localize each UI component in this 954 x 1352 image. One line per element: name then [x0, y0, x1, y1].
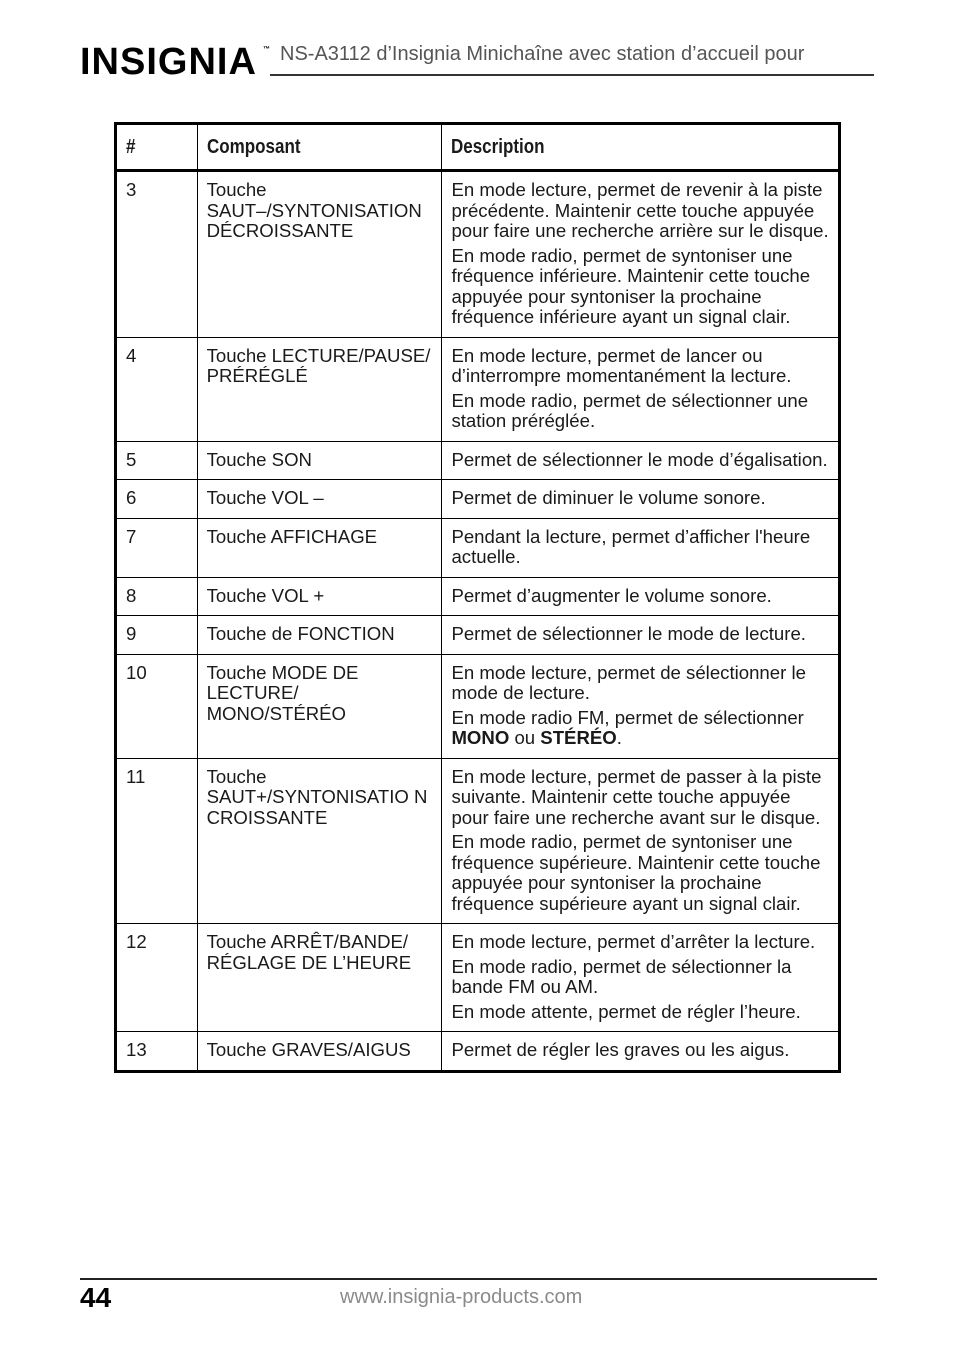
row-number: 6	[116, 480, 198, 519]
row-component: Touche VOL –	[197, 480, 442, 519]
row-number: 5	[116, 441, 198, 480]
row-number: 12	[116, 924, 198, 1032]
description-paragraph: En mode radio, permet de syntoniser une fréquence supérieure. Maintenir cette touche appuyée pour syntoniser la prochaine fréquence supérieure ayant un signal clair.	[451, 831, 821, 914]
row-description	[442, 616, 840, 655]
row-description	[442, 441, 840, 480]
row-number: 13	[116, 1032, 198, 1072]
footer-rule	[80, 1278, 877, 1280]
row-number: 8	[116, 577, 198, 616]
description-paragraph: En mode lecture, permet de lancer ou d’interrompre momentanément la lecture.	[451, 344, 792, 386]
page-number: 44	[80, 1282, 112, 1313]
footer-url: www.insignia-products.com	[340, 1286, 583, 1308]
description-paragraph: En mode lecture, permet de revenir à la piste précédente. Maintenir cette touche appuyée pour faire une recherche arrière sur le disque.	[451, 179, 829, 241]
description-paragraph: Pendant la lecture, permet d’afficher l'heure actuelle.	[451, 525, 811, 567]
mono-label: MONO	[451, 727, 510, 748]
row-component: Touche SON	[197, 441, 442, 480]
row-description	[442, 171, 840, 338]
row-component: Touche GRAVES/AIGUS	[197, 1032, 442, 1072]
table-row	[116, 518, 840, 577]
row-component: Touche ARRÊT/BANDE/ RÉGLAGE DE L’HEURE	[197, 924, 442, 1032]
row-description	[442, 518, 840, 577]
row-component: Touche SAUT+/SYNTONISATIO N CROISSANTE	[197, 758, 442, 924]
row-component: Touche AFFICHAGE	[197, 518, 442, 577]
table-row	[116, 654, 840, 758]
document-title: NS-A3112 d’Insignia Minichaîne avec station d’accueil pour	[280, 43, 805, 65]
table-header-row	[116, 124, 840, 171]
description-paragraph: Permet de régler les graves ou les aigus.	[451, 1039, 790, 1060]
description-paragraph: En mode lecture, permet de sélectionner le mode de lecture.	[451, 661, 806, 703]
row-component: Touche SAUT–/SYNTONISATION DÉCROISSANTE	[197, 171, 442, 338]
description-text: .	[616, 727, 622, 748]
stereo-label: STÉRÉO	[540, 727, 617, 748]
row-component: Touche MODE DE LECTURE/ MONO/STÉRÉO	[197, 654, 442, 758]
page-header	[80, 34, 875, 84]
table-row	[116, 758, 840, 924]
row-number: 10	[116, 654, 198, 758]
table-row	[116, 577, 840, 616]
description-text: En mode radio FM, permet de sélectionner	[451, 706, 804, 728]
row-number: 4	[116, 337, 198, 441]
row-description	[442, 758, 840, 924]
row-description	[442, 577, 840, 616]
description-text: ou	[509, 727, 541, 748]
trademark-symbol: ™	[263, 46, 270, 53]
description-paragraph: Permet d’augmenter le volume sonore.	[451, 584, 772, 606]
row-component: Touche de FONCTION	[197, 616, 442, 655]
header-rule	[270, 74, 874, 76]
table-row	[116, 480, 840, 519]
description-paragraph: En mode lecture, permet de passer à la piste suivante. Maintenir cette touche appuyée pour faire une recherche avant sur le disque.	[451, 765, 822, 828]
description-paragraph	[451, 708, 830, 749]
column-header-number: #	[116, 124, 198, 171]
table-row	[116, 616, 840, 655]
component-table	[114, 122, 841, 1073]
row-number: 7	[116, 518, 198, 577]
row-description	[442, 924, 840, 1032]
description-paragraph: En mode radio, permet de syntoniser une fréquence inférieure. Maintenir cette touche appuyée pour syntoniser la prochaine fréquence inférieure ayant un signal clair.	[451, 244, 811, 327]
description-paragraph: Permet de sélectionner le mode de lecture.	[451, 623, 806, 644]
row-description	[442, 337, 840, 441]
insignia-logo: INSIGNIA	[80, 41, 257, 83]
description-paragraph: Permet de diminuer le volume sonore.	[451, 487, 766, 508]
description-paragraph: En mode radio, permet de sélectionner la bande FM ou AM.	[451, 955, 792, 997]
table-row	[116, 337, 840, 441]
row-component: Touche VOL +	[197, 577, 442, 616]
row-description	[442, 480, 840, 519]
table-row	[116, 171, 840, 338]
row-description	[442, 1032, 840, 1072]
table-row	[116, 1032, 840, 1072]
description-paragraph: Permet de sélectionner le mode d’égalisation.	[451, 448, 828, 470]
row-number: 11	[116, 758, 198, 924]
row-component: Touche LECTURE/PAUSE/ PRÉRÉGLÉ	[197, 337, 442, 441]
column-header-component: Composant	[197, 124, 442, 171]
description-paragraph: En mode attente, permet de régler l’heure.	[451, 1000, 801, 1022]
table-row	[116, 441, 840, 480]
column-header-description: Description	[442, 124, 840, 171]
description-paragraph: En mode lecture, permet d’arrêter la lecture.	[451, 931, 816, 952]
description-paragraph: En mode radio, permet de sélectionner une station préréglée.	[451, 389, 809, 431]
row-number: 3	[116, 171, 198, 338]
row-description	[442, 654, 840, 758]
table-row	[116, 924, 840, 1032]
row-number: 9	[116, 616, 198, 655]
